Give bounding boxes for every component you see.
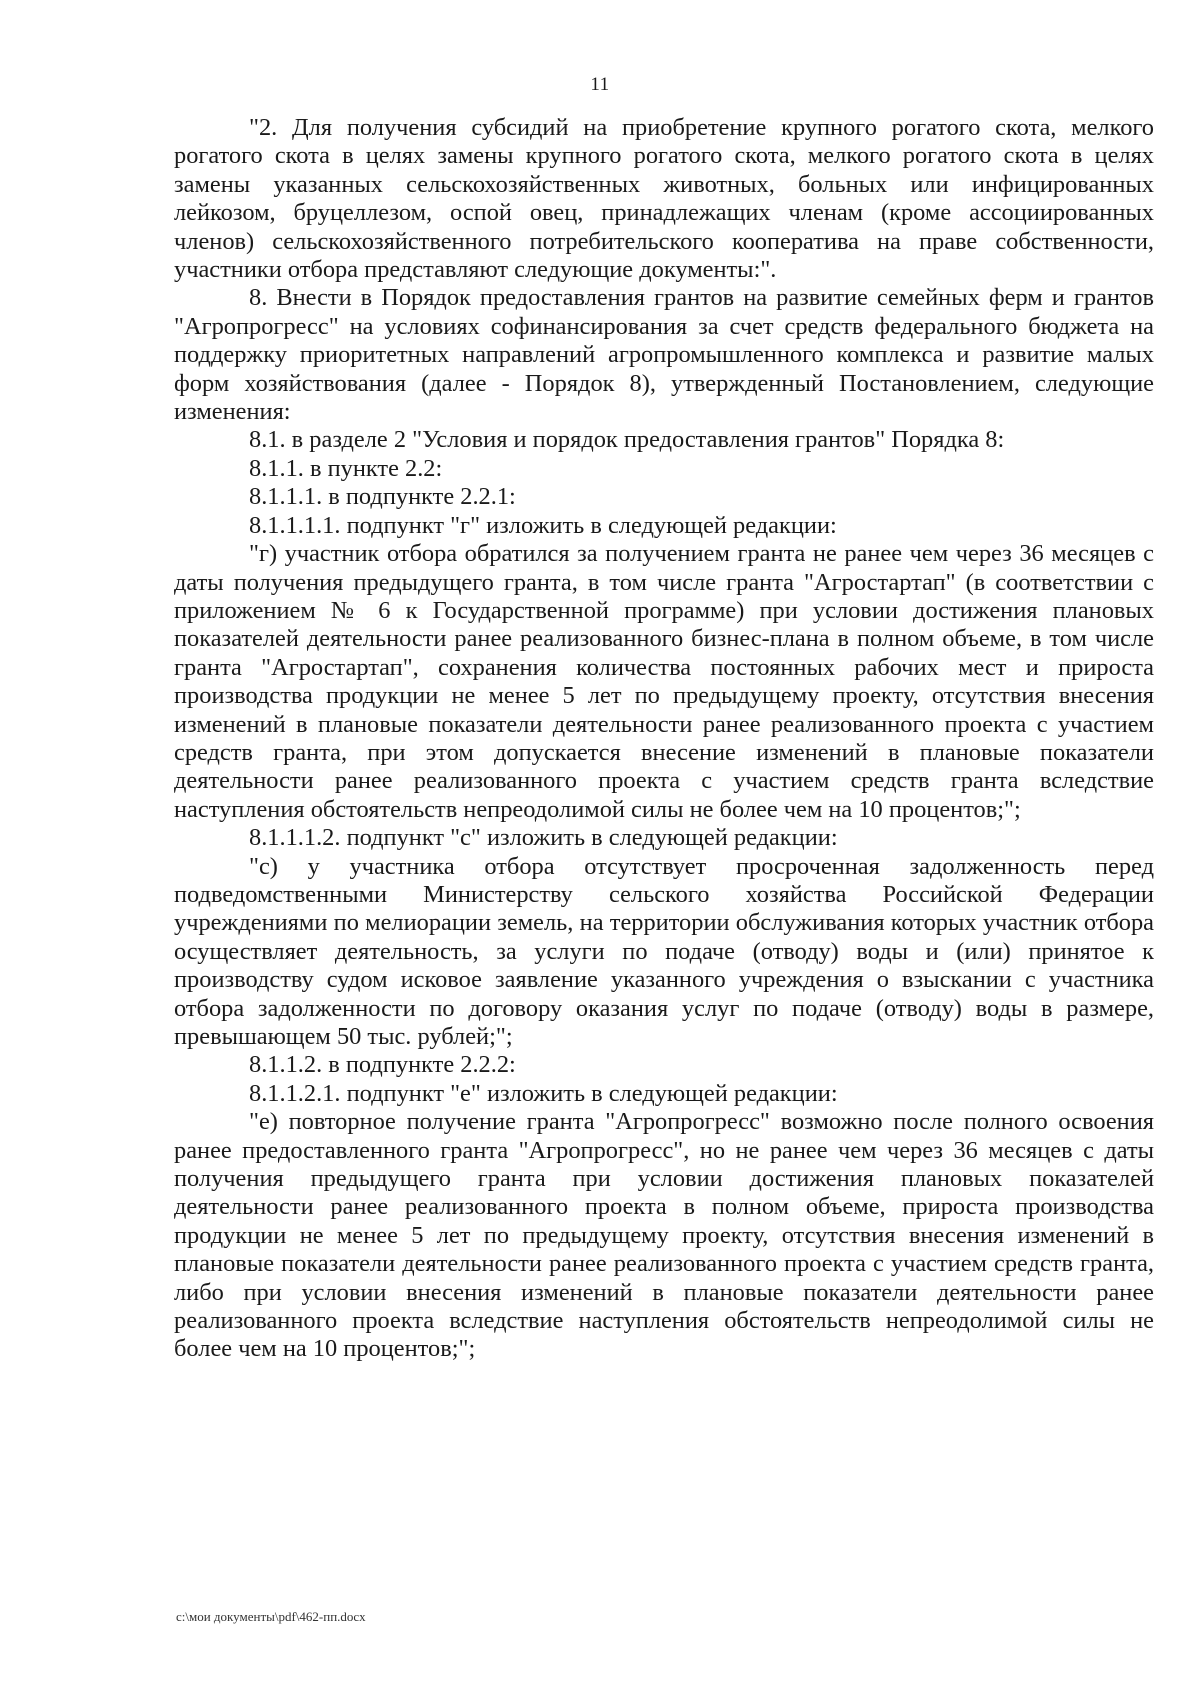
paragraph-subitem-e: "е) повторное получение гранта "Агропрогресс" возможно после полного освоения ранее предоставленного гранта "Агропрогресс", но не ранее чем через 36 месяцев с даты получения предыдущего гранта при условии достижения плановых показателей деятельности ранее реализованного проекта в полном объеме, прироста производства продукции не менее 5 лет по предыдущему проекту, отсутствия внесения изменений в плановые показатели деятельности ранее реализованного проекта с участием средств гранта, либо при условии внесения изменений в плановые показатели деятельности ранее реализованного проекта вследствие наступления обстоятельств непреодолимой силы не более чем на 10 процентов;"; bbox=[174, 1108, 1154, 1363]
paragraph-8-1-1-1-1: 8.1.1.1.1. подпункт "г" изложить в следующей редакции: bbox=[249, 511, 837, 539]
paragraph-section-8: 8. Внести в Порядок предоставления грантов на развитие семейных ферм и грантов "Агропрогресс" на условиях софинансирования за счет средств федерального бюджета на поддержку приоритетных направлений агропромышленного комплекса и развитие малых форм хозяйствования (далее - Порядок 8), утвержденный Постановлением, следующие изменения: bbox=[174, 284, 1154, 426]
document-body bbox=[174, 114, 1154, 1364]
paragraph-8-1-1: 8.1.1. в пункте 2.2: bbox=[249, 454, 443, 482]
footer-file-path: c:\мои документы\pdf\462-пп.docx bbox=[176, 1609, 366, 1624]
paragraph-item-2-subsidies: "2. Для получения субсидий на приобретение крупного рогатого скота, мелкого рогатого скота в целях замены крупного рогатого скота, мелкого рогатого скота в целях замены указанных сельскохозяйственных животных, больных или инфицированных лейкозом, бруцеллезом, оспой овец, принадлежащих членам (кроме ассоциированных членов) сельскохозяйственного потребительского кооператива на праве собственности, участники отбора представляют следующие документы:". bbox=[174, 114, 1154, 284]
paragraph-8-1-1-1-2: 8.1.1.1.2. подпункт "с" изложить в следующей редакции: bbox=[249, 824, 838, 852]
page-number: 11 bbox=[590, 74, 610, 95]
paragraph-8-1: 8.1. в разделе 2 "Условия и порядок предоставления грантов" Порядка 8: bbox=[249, 426, 1005, 454]
paragraph-8-1-1-2: 8.1.1.2. в подпункте 2.2.2: bbox=[249, 1051, 516, 1079]
paragraph-subitem-g: "г) участник отбора обратился за получением гранта не ранее чем через 36 месяцев с даты получения предыдущего гранта, в том числе гранта "Агростартап" (в соответствии с приложением № 6 к Государственной программе) при условии достижения плановых показателей деятельности ранее реализованного бизнес-плана в полном объеме, в том числе гранта "Агростартап", сохранения количества постоянных рабочих мест и прироста производства продукции не менее 5 лет по предыдущему проекту, отсутствия внесения изменений в плановые показатели деятельности ранее реализованного проекта с участием средств гранта, при этом допускается внесение изменений в плановые показатели деятельности ранее реализованного проекта с участием средств гранта вследствие наступления обстоятельств непреодолимой силы не более чем на 10 процентов;"; bbox=[174, 540, 1154, 823]
paragraph-8-1-1-1: 8.1.1.1. в подпункте 2.2.1: bbox=[249, 483, 516, 511]
paragraph-subitem-s: "с) у участника отбора отсутствует просроченная задолженность перед подведомственными Министерству сельского хозяйства Российской Федерации учреждениями по мелиорации земель, на территории обслуживания которых участник отбора осуществляет деятельность, за услуги по подаче (отводу) воды и (или) принятое к производству судом исковое заявление указанного учреждения о взыскании с участника отбора задолженности по договору оказания услуг по подаче (отводу) воды в размере, превышающем 50 тыс. рублей;"; bbox=[174, 852, 1154, 1050]
paragraph-8-1-1-2-1: 8.1.1.2.1. подпункт "е" изложить в следующей редакции: bbox=[249, 1079, 838, 1107]
